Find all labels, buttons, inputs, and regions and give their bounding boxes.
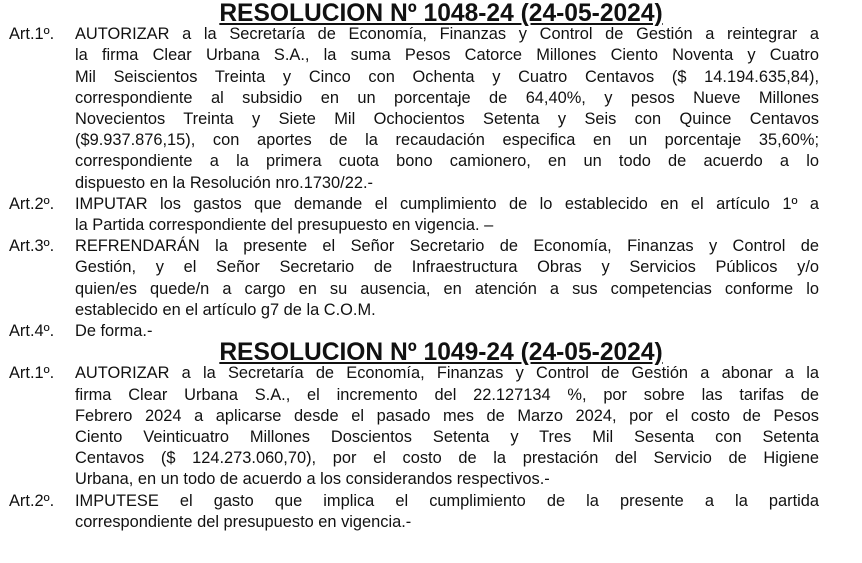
resolution-1049 (0, 339, 862, 533)
article-text (75, 194, 819, 236)
resolution-title: RESOLUCION Nº 1048-24 (24-05-2024) (219, 0, 663, 27)
article-2 (0, 194, 862, 236)
text-line: quien/es quede/n a cargo en su ausencia, en atención a sus competencias conforme lo (75, 279, 819, 298)
text-line: correspondiente al subsidio en un porcentaje de 64,40%, y pesos Nueve Millones (75, 88, 819, 107)
text-line: establecido en el artículo g7 de la C.O.M. (75, 300, 376, 319)
text-line: Ciento Veinticuatro Millones Doscientos Setenta y Tres Mil Sesenta con Setenta (75, 428, 819, 447)
text-line: la Partida correspondiente del presupuesto en vigencia. – (75, 216, 494, 235)
text-line: Centavos ($ 124.273.060,70), por el costo de la prestación del Servicio de Higiene (75, 449, 819, 468)
text-line: dispuesto en la Resolución nro.1730/22.- (75, 173, 373, 192)
text-line: IMPUTAR los gastos que demande el cumplimiento de lo establecido en el artículo 1º a (75, 194, 819, 213)
article-number: Art.2º. (9, 194, 55, 213)
article-3 (0, 236, 862, 321)
text-line: la firma Clear Urbana S.A., la suma Pesos Catorce Millones Ciento Noventa y Cuatro (75, 46, 819, 65)
article-text (75, 236, 819, 321)
article-text (75, 363, 819, 490)
text-line: REFRENDARÁN la presente el Señor Secretario de Economía, Finanzas y Control de (75, 237, 819, 256)
text-line: firma Clear Urbana S.A., el incremento del 22.127134 %, por sobre las tarifas de (75, 385, 819, 404)
article-number: Art.1º. (9, 25, 55, 44)
text-line: De forma.- (75, 322, 153, 341)
article-number: Art.3º. (9, 237, 55, 256)
text-line: Novecientos Treinta y Siete Mil Ochocientos Setenta y Seis con Quince Centavos (75, 110, 819, 129)
article-1 (0, 363, 862, 490)
article-2 (0, 491, 862, 533)
text-line: IMPUTESE el gasto que implica el cumplimiento de la presente a la partida (75, 491, 819, 510)
text-line: correspondiente del presupuesto en vigencia.- (75, 512, 412, 531)
article-number: Art.4º. (9, 322, 55, 341)
article-text (75, 24, 819, 194)
text-line: Mil Seiscientos Treinta y Cinco con Ochenta y Cuatro Centavos ($ 14.194.635,84), (75, 67, 819, 86)
text-line: AUTORIZAR a la Secretaría de Economía, Finanzas y Control de Gestión a abonar a la (75, 364, 819, 383)
article-number: Art.2º. (9, 491, 55, 510)
text-line: ($9.937.876,15), con aportes de la recaudación especifica en un porcentaje 35,60%; (75, 131, 819, 150)
article-text (75, 491, 819, 533)
text-line: Gestión, y el Señor Secretario de Infraestructura Obras y Servicios Públicos y/o (75, 258, 819, 277)
resolution-title: RESOLUCION Nº 1049-24 (24-05-2024) (219, 339, 663, 367)
text-line: correspondiente a la primera cuota bono camionero, en un todo de acuerdo a lo (75, 152, 819, 171)
article-1 (0, 24, 862, 194)
text-line: Urbana, en un todo de acuerdo a los considerandos respectivos.- (75, 470, 550, 489)
article-number: Art.1º. (9, 364, 55, 383)
text-line: AUTORIZAR a la Secretaría de Economía, Finanzas y Control de Gestión a reintegrar a (75, 25, 819, 44)
text-line: Febrero 2024 a aplicarse desde el pasado mes de Marzo 2024, por el costo de Pesos (75, 406, 819, 425)
